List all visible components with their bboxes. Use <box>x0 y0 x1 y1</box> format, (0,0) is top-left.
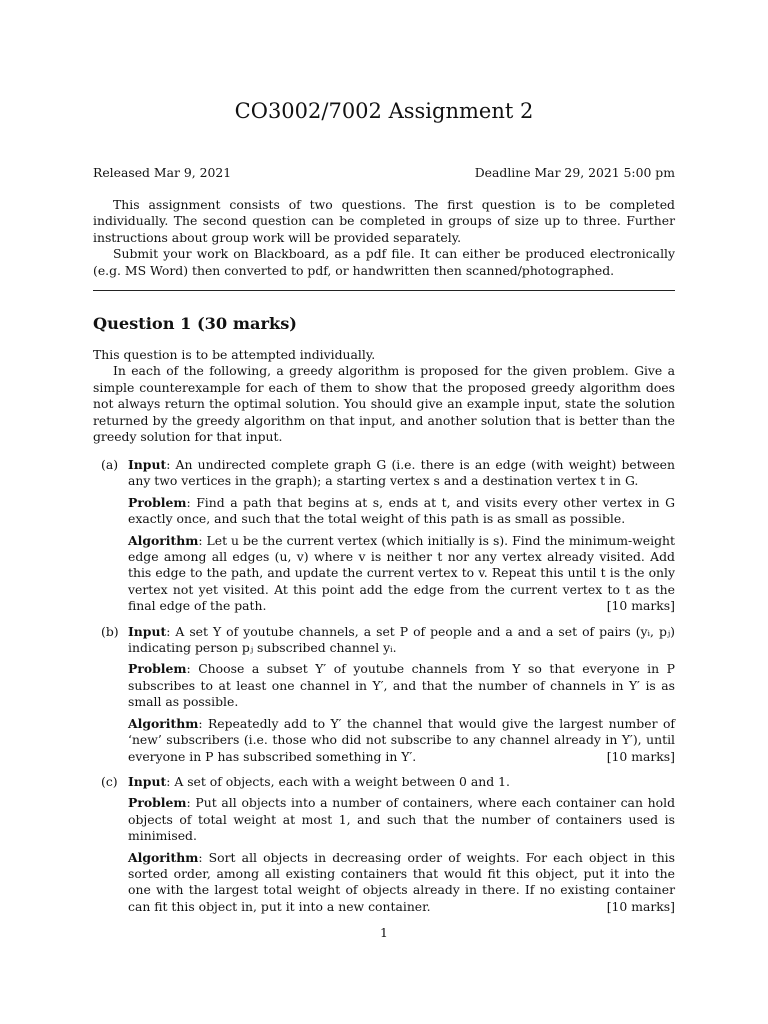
item-label: (a) <box>101 457 119 472</box>
item-algorithm: Algorithm: Sort all objects in decreasing order of weights. For each object in this sorted order, among all existing containers that would fit this object, put it into the one with the largest total weight of objects already in there. If no existing container can fit this object in, put it into a new container. [10 marks] <box>128 849 675 914</box>
question-1-heading: Question 1 (30 marks) <box>93 314 297 333</box>
item-b <box>93 624 675 765</box>
item-label: (c) <box>101 773 118 789</box>
item-marks: [10 marks] <box>606 898 675 914</box>
intro-paragraph-1: This assignment consists of two questions. The first question is to be completed individually. The second question can be completed in groups of size up to three. Further instructions about group work will be provided separately. <box>93 197 675 245</box>
item-algorithm: Algorithm: Let u be the current vertex (which initially is s). Find the minimum-weight edge among all edges (u, v) where v is neither t nor any vertex already visited. Add this edge to the path, and update the current vertex to v. Repeat this until t is the only vertex not yet visited. At this point add the edge from the current vertex to t as the final edge of the path. [10 marks] <box>128 532 675 614</box>
date-line <box>93 165 675 181</box>
released-date: Released Mar 9, 2021 <box>93 165 232 180</box>
item-input: Input: An undirected complete graph G (i.e. there is an edge (with weight) between any two vertices in the graph); a starting vertex s and a destination vertex t in G. <box>128 457 675 489</box>
item-a <box>93 457 675 615</box>
question-1-items <box>93 457 675 924</box>
item-marks: [10 marks] <box>606 748 675 764</box>
item-algorithm: Algorithm: Repeatedly add to Y′ the channel that would give the largest number of ‘new’ subscribers (i.e. those who did not subscribe to any channel already in Y′), until everyone in P has subscribed something in Y′. [10 marks] <box>128 715 675 764</box>
intro-section <box>93 197 675 279</box>
question-1-text <box>93 347 675 445</box>
item-c <box>93 774 675 915</box>
horizontal-divider <box>93 290 675 291</box>
item-input: Input: A set Y of youtube channels, a set P of people and a and a set of pairs (yᵢ, pⱼ) indicating person pⱼ subscribed channel yᵢ. <box>128 623 675 656</box>
question-1-para-1: This question is to be attempted individually. <box>93 347 376 362</box>
page-number: 1 <box>380 925 388 940</box>
document-title: CO3002/7002 Assignment 2 <box>234 99 534 123</box>
intro-paragraph-2: Submit your work on Blackboard, as a pdf file. It can either be produced electronically (e.g. MS Word) then converted to pdf, or handwritten then scanned/photographed. <box>93 246 675 278</box>
item-label: (b) <box>101 623 119 639</box>
question-1-para-2: In each of the following, a greedy algorithm is proposed for the given problem. Give a simple counterexample for each of them to show that the proposed greedy algorithm does not always return the optimal solution. You should give an example input, state the solution returned by the greedy algorithm on that input, and another solution that is better than the greedy solution for that input. <box>93 363 675 445</box>
deadline-date: Deadline Mar 29, 2021 5:00 pm <box>474 165 675 180</box>
item-input: Input: A set of objects, each with a weight between 0 and 1. <box>128 773 510 789</box>
item-problem: Problem: Put all objects into a number of containers, where each container can hold objects of total weight at most 1, and such that the number of containers used is minimised. <box>128 795 675 844</box>
item-problem: Problem: Choose a subset Y′ of youtube channels from Y so that everyone in P subscribes to at least one channel in Y′, and that the number of channels in Y′ is as small as possible. <box>128 661 675 710</box>
item-problem: Problem: Find a path that begins at s, ends at t, and visits every other vertex in G exactly once, and such that the total weight of this path is as small as possible. <box>128 494 675 527</box>
item-marks: [10 marks] <box>606 598 675 614</box>
